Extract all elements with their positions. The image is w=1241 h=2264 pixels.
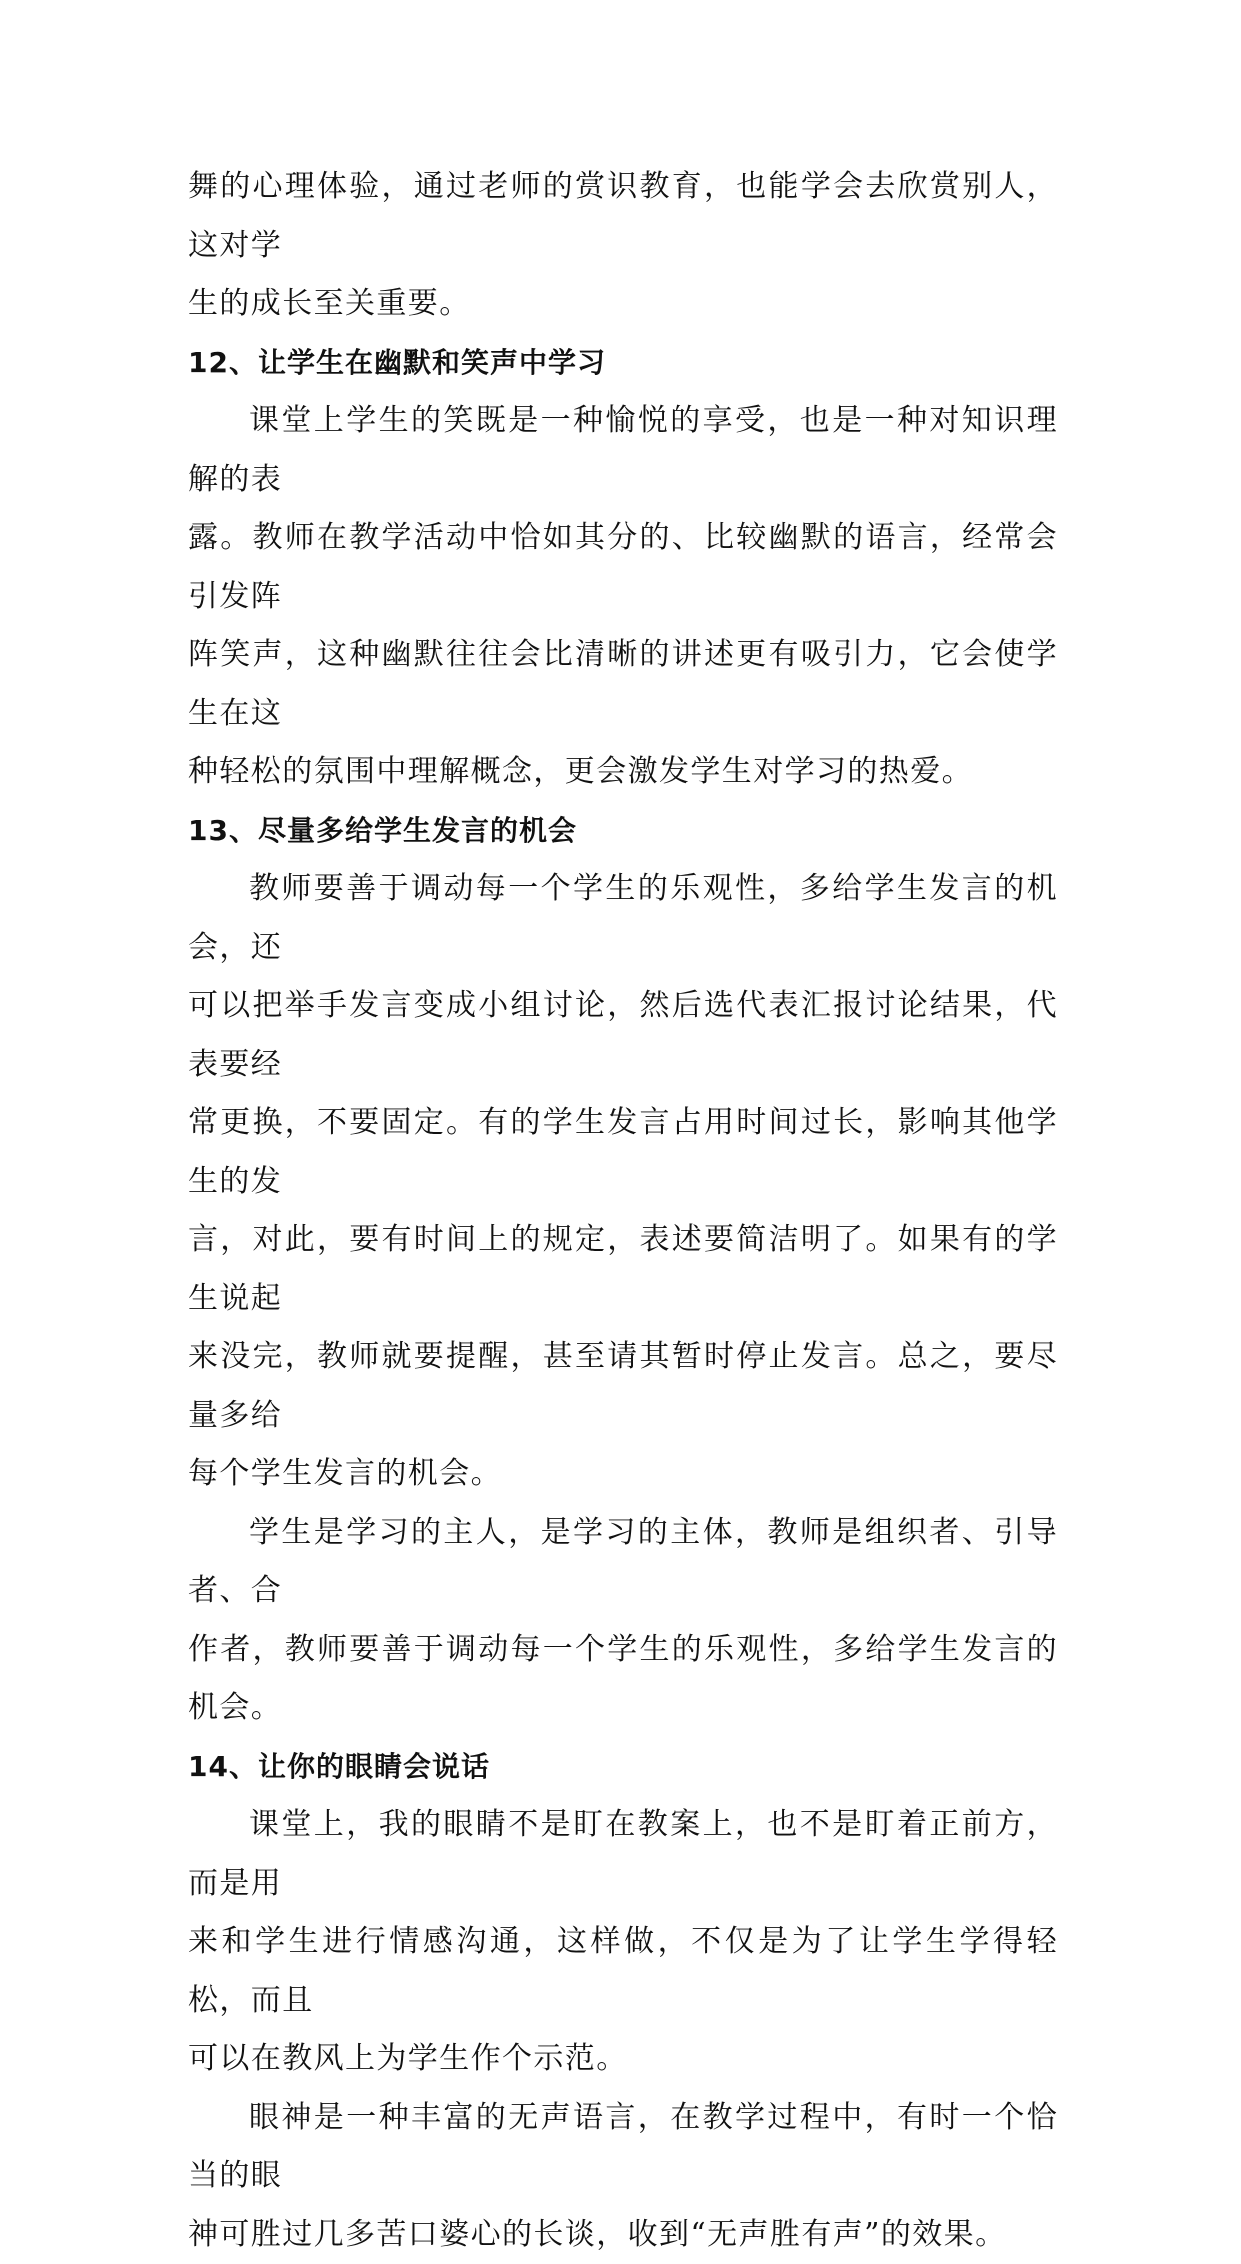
paragraph-line: 可以在教风上为学生作个示范。 <box>188 2041 628 2076</box>
paragraph-2 <box>188 392 1058 802</box>
paragraph-line: 来和学生进行情感沟通，这样做，不仅是为了让学生学得轻松，而且 <box>188 1924 1058 2018</box>
paragraph-line: 常更换，不要固定。有的学生发言占用时间过长，影响其他学生的发 <box>188 1105 1058 1199</box>
paragraph-line: 舞的心理体验，通过老师的赏识教育，也能学会去欣赏别人，这对学 <box>188 169 1058 263</box>
section-heading-13: 13、尽量多给学生发言的机会 <box>188 802 1058 861</box>
paragraph-line: 神可胜过几多苦口婆心的长谈，收到“无声胜有声”的效果。 <box>188 2217 1006 2252</box>
section-heading-12: 12、让学生在幽默和笑声中学习 <box>188 334 1058 393</box>
section-heading-14: 14、让你的眼睛会说话 <box>188 1738 1058 1797</box>
paragraph-5 <box>188 1796 1058 2089</box>
paragraph-line: 阵笑声，这种幽默往往会比清晰的讲述更有吸引力，它会使学生在这 <box>188 637 1058 731</box>
paragraph-line: 露。教师在教学活动中恰如其分的、比较幽默的语言，经常会引发阵 <box>188 520 1058 614</box>
paragraph-6 <box>188 2089 1058 2264</box>
paragraph-line: 眼神是一种丰富的无声语言，在教学过程中，有时一个恰当的眼 <box>188 2100 1058 2194</box>
document-body <box>188 158 1058 2264</box>
paragraph-1 <box>188 158 1058 334</box>
paragraph-line: 每个学生发言的机会。 <box>188 1456 502 1491</box>
paragraph-line: 可以把举手发言变成小组讨论，然后选代表汇报讨论结果，代表要经 <box>188 988 1058 1082</box>
paragraph-line: 言，对此，要有时间上的规定，表述要简洁明了。如果有的学生说起 <box>188 1222 1058 1316</box>
paragraph-line: 教师要善于调动每一个学生的乐观性，多给学生发言的机会，还 <box>188 871 1058 965</box>
paragraph-line: 课堂上学生的笑既是一种愉悦的享受，也是一种对知识理解的表 <box>188 403 1058 497</box>
paragraph-line: 生的成长至关重要。 <box>188 286 471 321</box>
paragraph-line: 作者，教师要善于调动每一个学生的乐观性，多给学生发言的机会。 <box>188 1632 1058 1726</box>
paragraph-line: 来没完，教师就要提醒，甚至请其暂时停止发言。总之，要尽量多给 <box>188 1339 1058 1433</box>
paragraph-line: 种轻松的氛围中理解概念，更会激发学生对学习的热爱。 <box>188 754 973 789</box>
paragraph-4 <box>188 1504 1058 1738</box>
paragraph-line: 学生是学习的主人，是学习的主体，教师是组织者、引导者、合 <box>188 1515 1058 1609</box>
paragraph-line: 课堂上，我的眼睛不是盯在教案上，也不是盯着正前方，而是用 <box>188 1807 1058 1901</box>
paragraph-3 <box>188 860 1058 1504</box>
